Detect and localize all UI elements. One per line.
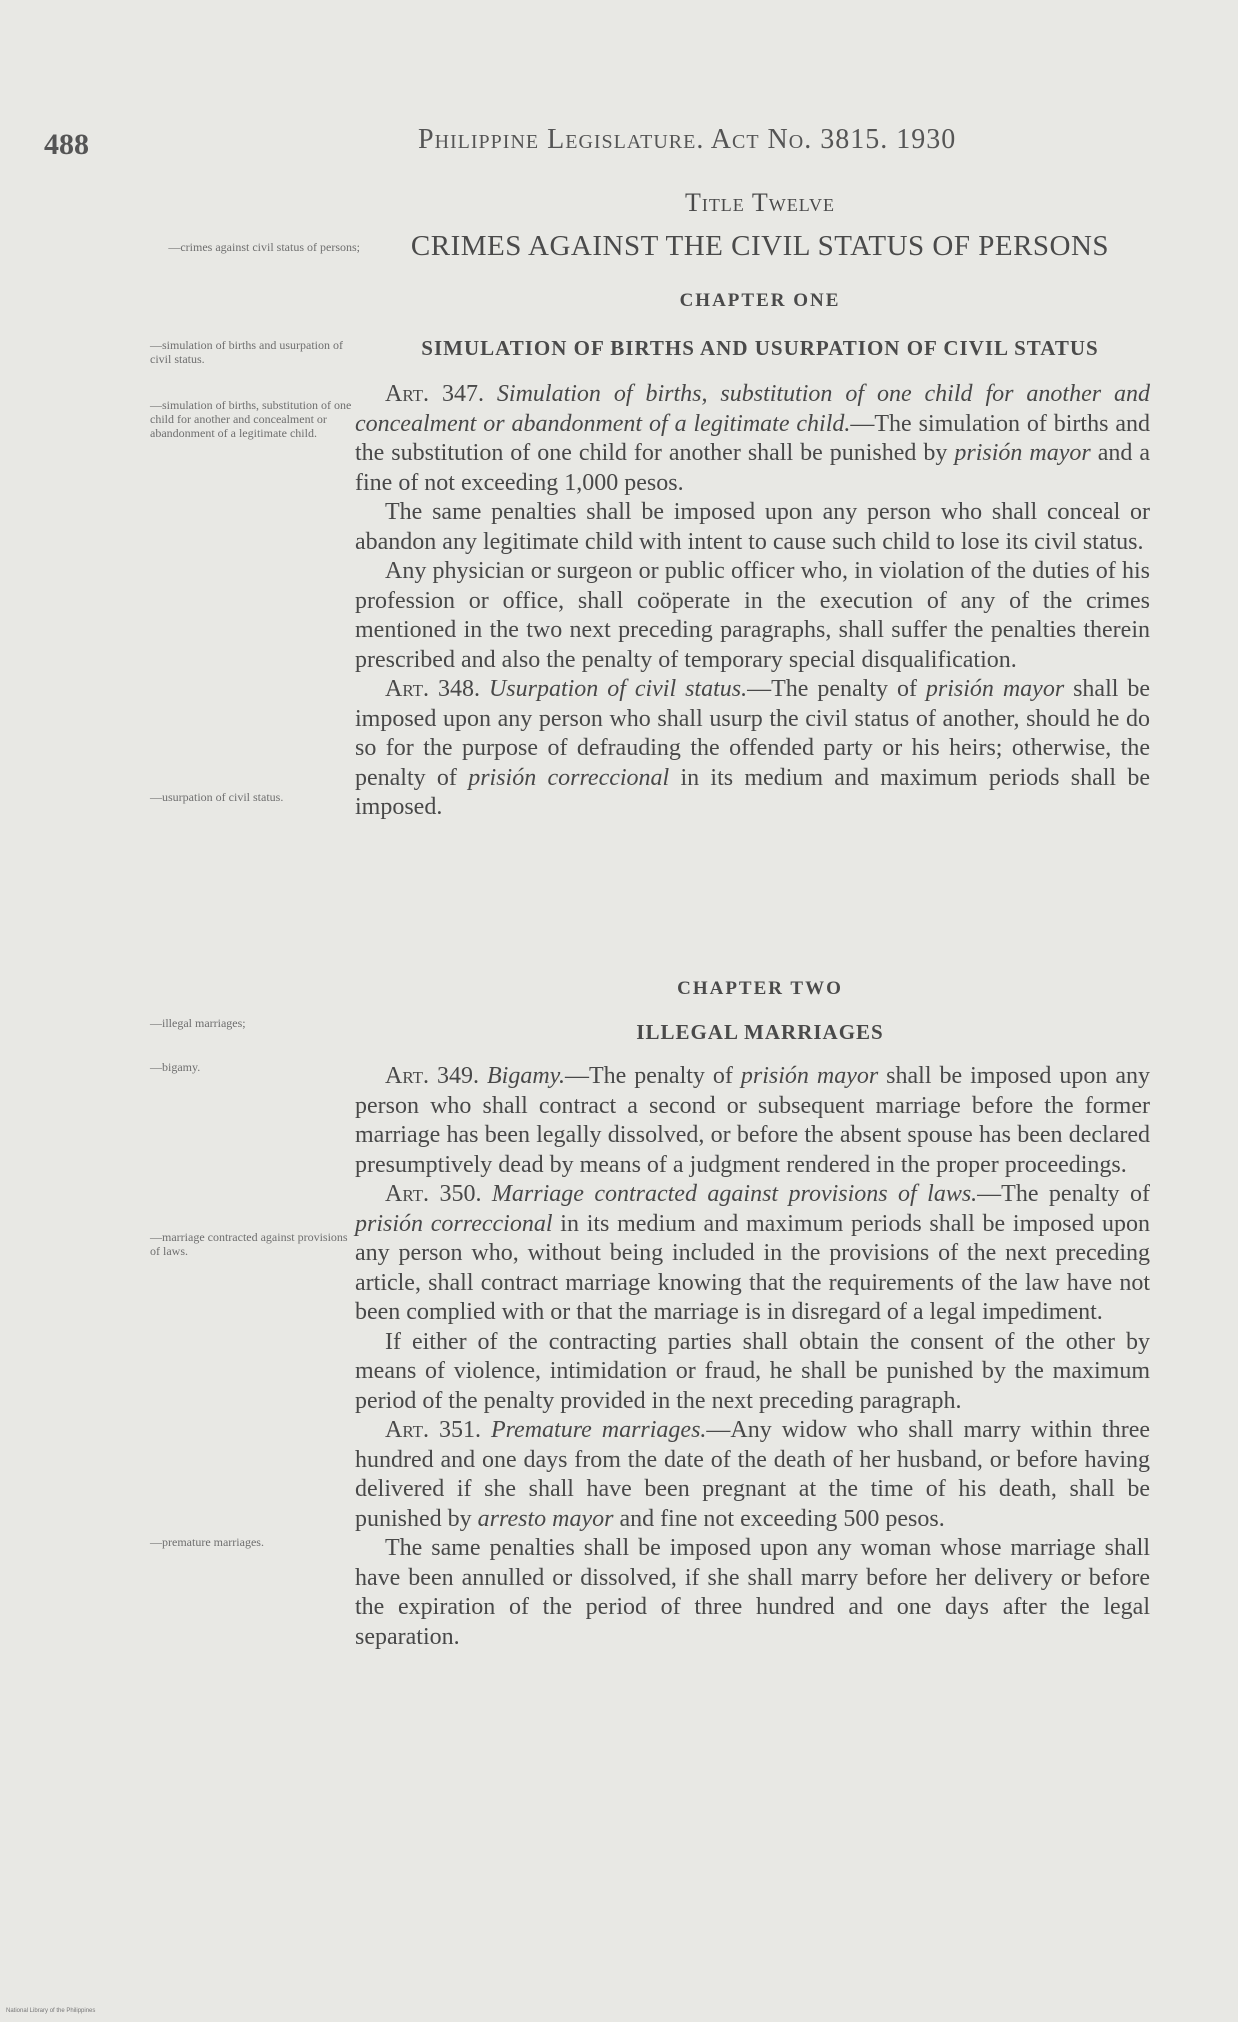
article-heading: Marriage contracted against provisions of laws. xyxy=(491,1181,978,1207)
sidenote-marriage-contracted: —marriage contracted against provisions of laws. xyxy=(150,1230,348,1258)
chapter-two-name: ILLEGAL MARRIAGES xyxy=(636,1020,884,1044)
article-heading: Bigamy. xyxy=(487,1063,565,1089)
sidenote-simulation-usurpation: —simulation of births and usurpation of civil status. xyxy=(150,338,343,366)
article-label: Art. 347. xyxy=(385,381,484,407)
footer-credit: National Library of the Philippines xyxy=(6,2008,96,2014)
art-348-paragraph: Art. 348. Usurpation of civil status.—The penalty of prisión mayor shall be imposed upon any person who shall usurp the civil status of another, should he do so for the purpose of defrauding the offended party or his heirs; otherwise, the penalty of prisión correccional in its medium and maximum periods shall be imposed. xyxy=(355,676,1151,820)
art-351-paragraph-2: The same penalties shall be imposed upon any woman whose marriage shall have been annulled or dissolved, if she shall marry before her delivery or before the expiration of the period of three hundred and one days after the legal separation. xyxy=(355,1535,1150,1650)
chapter-two-label: CHAPTER TWO xyxy=(677,978,843,999)
sidenote-bigamy: —bigamy. xyxy=(150,1060,201,1074)
sidenote-simulation-child: —simulation of births, substitution of one child for another and concealment or abandonment of a legitimate child. xyxy=(150,398,352,440)
title-name: CRIMES AGAINST THE CIVIL STATUS OF PERSONS xyxy=(410,230,1110,262)
art-350-paragraph-2: If either of the contracting parties shall obtain the consent of the other by means of violence, intimidation or fraud, he shall be punished by the maximum period of the penalty provided in the next preceding paragraph. xyxy=(355,1328,1150,1414)
art-347-paragraph: Art. 347. Simulation of births, substitution of one child for another and concealment or abandonment of a legitimate child.—The simulation of births and the substitution of one child for another shall be punished by prisión mayor and a fine of not exceeding 1,000 pesos. xyxy=(355,381,1150,496)
article-label: Art. 349. xyxy=(385,1063,480,1089)
sidenote-premature: —premature marriages. xyxy=(150,1535,264,1549)
running-head: Philippine Legislature. Act No. 3815. 1930 xyxy=(418,124,957,155)
sidenote-crimes: —crimes against civil status of persons; xyxy=(168,240,360,254)
chapter-one-body xyxy=(355,380,1150,823)
sidenote-usurpation: —usurpation of civil status. xyxy=(150,790,284,804)
art-351-paragraph: Art. 351. Premature marriages.—Any widow who shall marry within three hundred and one days from the date of the death of her husband, or before having delivered if she shall have been pregnant at the time of his death, shall be punished by arresto mayor and fine not exceeding 500 pesos. xyxy=(355,1417,1150,1532)
art-347-paragraph-2: The same penalties shall be imposed upon any person who shall conceal or abandon any legitimate child with intent to cause such child to lose its civil status. xyxy=(355,499,1150,555)
page-number: 488 xyxy=(44,128,89,161)
chapter-two-body xyxy=(355,1062,1150,1652)
article-heading: Usurpation of civil status. xyxy=(488,676,748,702)
article-label: Art. 348. xyxy=(385,676,480,702)
art-350-paragraph: Art. 350. Marriage contracted against provisions of laws.—The penalty of prisión correccional in its medium and maximum periods shall be imposed upon any person who, without being included in the provisions of the next preceding article, shall contract marriage knowing that the requirements of the law have not been complied with or that the marriage is in disregard of a legal impediment. xyxy=(355,1181,1151,1325)
title-number: Title Twelve xyxy=(684,188,836,217)
article-heading: Simulation of births, substitution of one child for another and concealment or abandonment of a legitimate child. xyxy=(355,381,1150,437)
article-heading: Premature marriages. xyxy=(490,1417,707,1443)
sidenote-illegal-marriages: —illegal marriages; xyxy=(150,1016,246,1030)
art-349-paragraph: Art. 349. Bigamy.—The penalty of prisión mayor shall be imposed upon any person who shall contract a second or subsequent marriage before the former marriage has been legally dissolved, or before the absent spouse has been declared presumptively dead by means of a judgment rendered in the proper proceedings. xyxy=(355,1063,1151,1178)
chapter-one-name: SIMULATION OF BIRTHS AND USURPATION OF CIVIL STATUS xyxy=(421,336,1099,360)
chapter-one-label: CHAPTER ONE xyxy=(679,290,841,311)
article-label: Art. 350. xyxy=(385,1181,482,1207)
art-347-paragraph-3: Any physician or surgeon or public officer who, in violation of the duties of his profession or office, shall coöperate in the execution of any of the crimes mentioned in the two next preceding paragraphs, shall suffer the penalties therein prescribed and also the penalty of temporary special disqualification. xyxy=(355,558,1150,673)
article-label: Art. 351. xyxy=(385,1417,481,1443)
